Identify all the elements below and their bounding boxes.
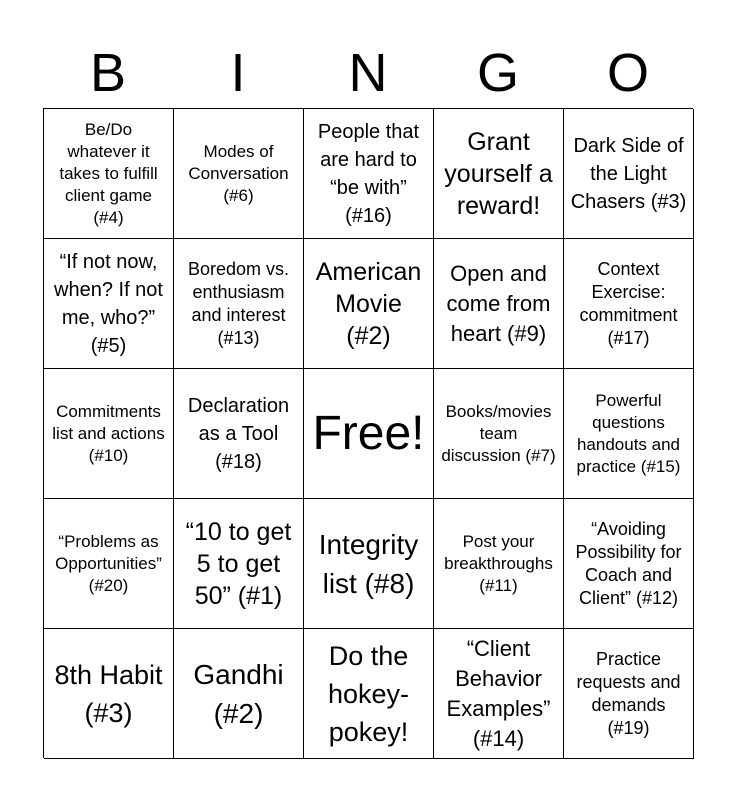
cell-text: Open and come from heart (#9) [446, 260, 551, 346]
bingo-cell[interactable] [174, 109, 304, 239]
bingo-cell[interactable] [44, 629, 174, 759]
bingo-cell[interactable] [434, 109, 564, 239]
bingo-cell[interactable] [564, 499, 694, 629]
cell-text: Declaration as a Tool (#18) [187, 394, 290, 473]
header-letter-g: G [476, 43, 519, 103]
bingo-cell[interactable] [44, 239, 174, 369]
cell-text: “Avoiding Possibility for Coach and Client” (#12) [575, 518, 682, 608]
cell-text: Gandhi (#2) [193, 658, 284, 729]
bingo-cell-free[interactable] [304, 369, 434, 499]
cell-text: 8th Habit (#3) [54, 659, 163, 728]
cell-text: Do the hokey-pokey! [327, 640, 410, 747]
bingo-cell[interactable] [434, 239, 564, 369]
bingo-cell[interactable] [434, 499, 564, 629]
bingo-cell[interactable] [44, 109, 174, 239]
bingo-cell[interactable] [304, 239, 434, 369]
cell-text: Powerful questions handouts and practice (#15) [576, 390, 681, 476]
cell-text: Grant yourself a reward! [444, 127, 553, 220]
header-letter-n: N [348, 43, 388, 103]
cell-text: Integrity list (#8) [318, 528, 419, 599]
bingo-cell[interactable] [564, 369, 694, 499]
cell-text: “If not now, when? If not me, who?” (#5) [54, 250, 163, 357]
cell-text: “10 to get 5 to get 50” (#1) [185, 517, 292, 610]
header-letter-b: B [89, 43, 127, 103]
bingo-cell[interactable] [174, 499, 304, 629]
bingo-cell[interactable] [174, 239, 304, 369]
cell-text: Boredom vs. enthusiasm and interest (#13) [187, 258, 290, 348]
bingo-grid [43, 108, 693, 758]
header-letter-i: I [230, 43, 246, 103]
cell-text: Practice requests and demands (#19) [576, 648, 681, 738]
bingo-header [43, 40, 693, 106]
bingo-cell[interactable] [174, 629, 304, 759]
cell-text: People that are hard to “be with” (#16) [317, 120, 420, 227]
bingo-cell[interactable] [304, 109, 434, 239]
cell-text: Commitments list and actions (#10) [52, 401, 165, 465]
bingo-cell[interactable] [44, 369, 174, 499]
bingo-cell[interactable] [564, 239, 694, 369]
bingo-cell[interactable] [564, 109, 694, 239]
bingo-cell[interactable] [304, 629, 434, 759]
cell-text: Books/movies team discussion (#7) [441, 401, 556, 465]
cell-text: Dark Side of the Light Chasers (#3) [570, 134, 687, 213]
header-letter-o: O [606, 43, 649, 103]
bingo-cell[interactable] [564, 629, 694, 759]
cell-text: “Problems as Opportunities” (#20) [55, 531, 162, 595]
cell-text: Modes of Conversation (#6) [188, 141, 289, 205]
bingo-cell[interactable] [434, 629, 564, 759]
cell-text: Post your breakthroughs (#11) [444, 531, 553, 595]
cell-text: Context Exercise: commitment (#17) [579, 258, 678, 348]
bingo-cell[interactable] [304, 499, 434, 629]
bingo-cell[interactable] [44, 499, 174, 629]
cell-text: American Movie (#2) [315, 257, 422, 350]
free-space-text: Free! [312, 406, 425, 460]
bingo-cell[interactable] [174, 369, 304, 499]
cell-text: Be/Do whatever it takes to fulfill client game (#4) [59, 119, 158, 227]
cell-text: “Client Behavior Examples” (#14) [446, 635, 551, 751]
bingo-cell[interactable] [434, 369, 564, 499]
